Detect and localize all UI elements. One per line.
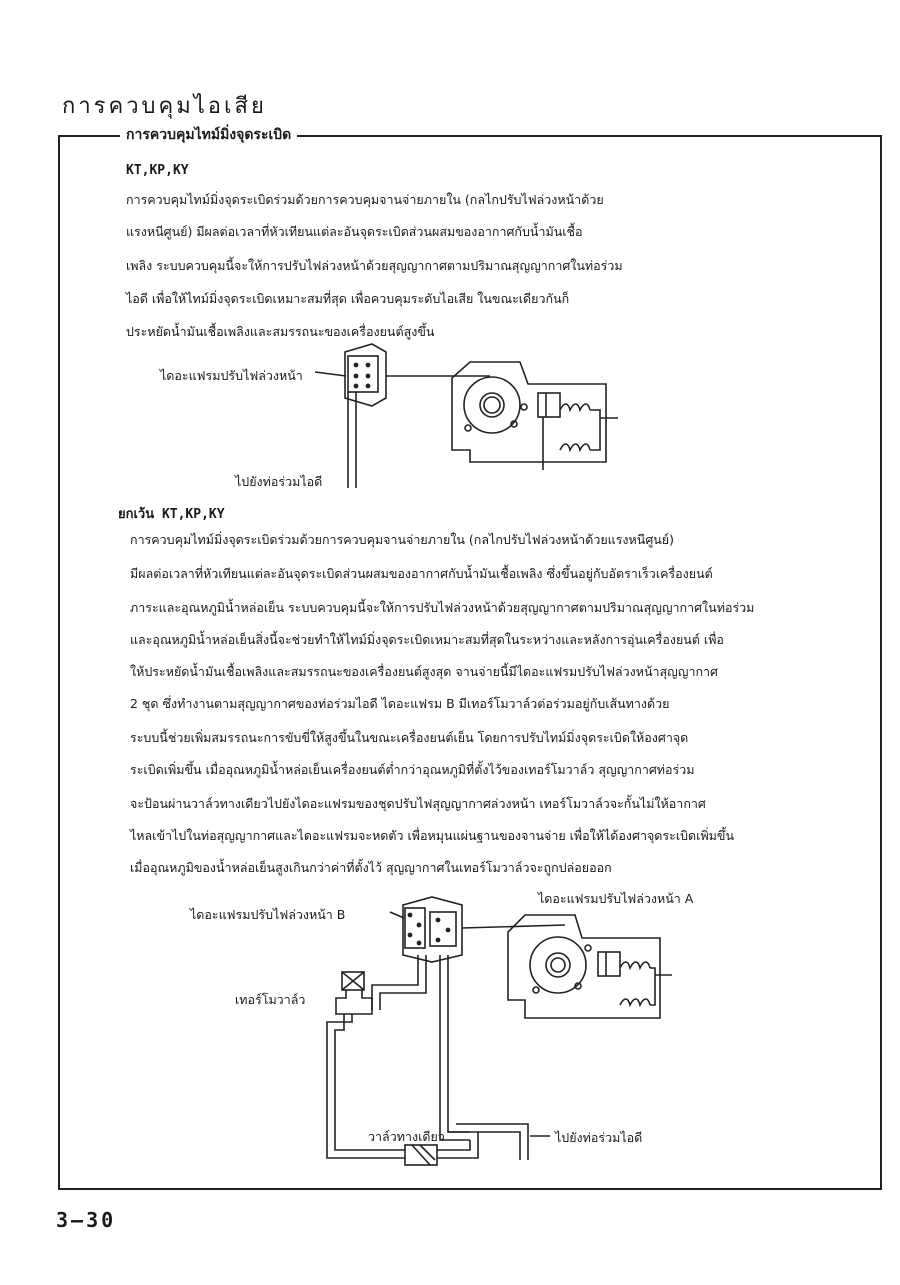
diaphragm-b-label: ไดอะแฟรมปรับไฟล่วงหน้า B: [190, 907, 346, 922]
section2-line: ภาระและอุณหภูมิน้ำหล่อเย็น ระบบควบคุมนี้จะให้การปรับไฟล่วงหน้าด้วยสุญญากาศตามปริมาณสุญญากาศในท่อร่วม: [130, 600, 755, 615]
section2-line: 2 ชุด ซึ่งทำงานตามสุญญากาศของท่อร่วมไอดี ไดอะแฟรม B มีเทอร์โมวาล์วต่อร่วมอยู่กับเส้นทางด้วย: [130, 696, 670, 711]
thermo-valve-label: เทอร์โมวาล์ว: [235, 992, 306, 1007]
section2-line: จะป้อนผ่านวาล์วทางเดียวไปยังไดอะแฟรมของชุดปรับไฟสุญญากาศล่วงหน้า เทอร์โมวาล์วจะกั้นไม่ให้อากาศ: [130, 796, 706, 811]
distributor-diagram-1: [315, 344, 618, 488]
section1-line: แรงหนีศูนย์) มีผลต่อเวลาที่หัวเทียนแต่ละอันจุดระเบิดส่วนผสมของอากาศกับน้ำมันเชื้อ: [126, 224, 583, 239]
section2-line: ให้ประหยัดน้ำมันเชื้อเพลิงและสมรรถนะของเครื่องยนต์สูงสุด จานจ่ายนี้มีไดอะแฟรมปรับไฟล่วงหน้าสุญญากาศ: [130, 664, 718, 679]
section2-line: ไหลเข้าไปในท่อสุญญากาศและไดอะแฟรมจะหดตัว เพื่อหมุนแผ่นฐานของจานจ่าย เพื่อให้ได้องศาจุดระเบิดเพิ่มขึ้น: [130, 828, 735, 843]
section2-line: ระบบนี้ช่วยเพิ่มสมรรถนะการขับขี่ให้สูงขึ้นในขณะเครื่องยนต์เย็น โดยการปรับไทม์มิ่งจุดระเบิดให้องศาจุด: [130, 730, 689, 745]
page-number: 3–30: [56, 1208, 117, 1232]
section2-line: การควบคุมไทม์มิ่งจุดระเบิดร่วมด้วยการควบคุมจานจ่ายภายใน (กลไกปรับไฟล่วงหน้าด้วยแรงหนีศูนย์): [130, 532, 675, 547]
section2-subtitle: ยกเว้น KT,KP,KY: [118, 507, 225, 522]
diaphragm-a-label: ไดอะแฟรมปรับไฟล่วงหน้า A: [538, 891, 694, 906]
to-manifold-label-2: ไปยังท่อร่วมไอดี: [555, 1130, 643, 1145]
to-manifold-label: ไปยังท่อร่วมไอดี: [235, 474, 323, 489]
section-caption: การควบคุมไทม์มิ่งจุดระเบิด: [120, 124, 297, 146]
section1-line: การควบคุมไทม์มิ่งจุดระเบิดร่วมด้วยการควบคุมจานจ่ายภายใน (กลไกปรับไฟล่วงหน้าด้วย: [126, 192, 604, 207]
section2-line: มีผลต่อเวลาที่หัวเทียนแต่ละอันจุดระเบิดส่วนผสมของอากาศกับน้ำมันเชื้อเพลิง ซึ่งขึ้นอยู่กับอัตราเร็วเครื่องยนต์: [130, 566, 713, 581]
section1-line: ประหยัดน้ำมันเชื้อเพลิงและสมรรถนะของเครื่องยนต์สูงขึ้น: [126, 324, 435, 339]
distributor-diagram-2: [327, 897, 672, 1165]
section2-line: เมื่ออุณหภูมิของน้ำหล่อเย็นสูงเกินกว่าค่าที่ตั้งไว้ สุญญากาศในเทอร์โมวาล์วจะถูกปล่อยออก: [130, 860, 612, 875]
section1-line: ไอดี เพื่อให้ไทม์มิ่งจุดระเบิดเหมาะสมที่สุด เพื่อควบคุมระดับไอเสีย ในขณะเดียวกันก็: [126, 291, 570, 306]
section2-line: ระเบิดเพิ่มขึ้น เมื่ออุณหภูมิน้ำหล่อเย็นเครื่องยนต์ต่ำกว่าอุณหภูมิที่ตั้งไว้ของเทอร์โมวาล์ว สุญญากาศท่อร่วม: [130, 762, 695, 777]
section2-line: และอุณหภูมิน้ำหล่อเย็นสิ่งนี้จะช่วยทำให้ไทม์มิ่งจุดระเบิดเหมาะสมที่สุดในระหว่างและหลังการอุ่นเครื่องยนต์ เพื่อ: [130, 632, 724, 647]
section1-subtitle: KT,KP,KY: [126, 163, 189, 178]
diaphragm-label: ไดอะแฟรมปรับไฟล่วงหน้า: [160, 368, 303, 383]
one-way-valve-label: วาล์วทางเดียว: [368, 1129, 445, 1144]
section1-line: เพลิง ระบบควบคุมนี้จะให้การปรับไฟล่วงหน้าด้วยสุญญากาศตามปริมาณสุญญากาศในท่อร่วม: [126, 258, 623, 273]
page-title: การควบคุมไอเสีย: [62, 94, 267, 119]
